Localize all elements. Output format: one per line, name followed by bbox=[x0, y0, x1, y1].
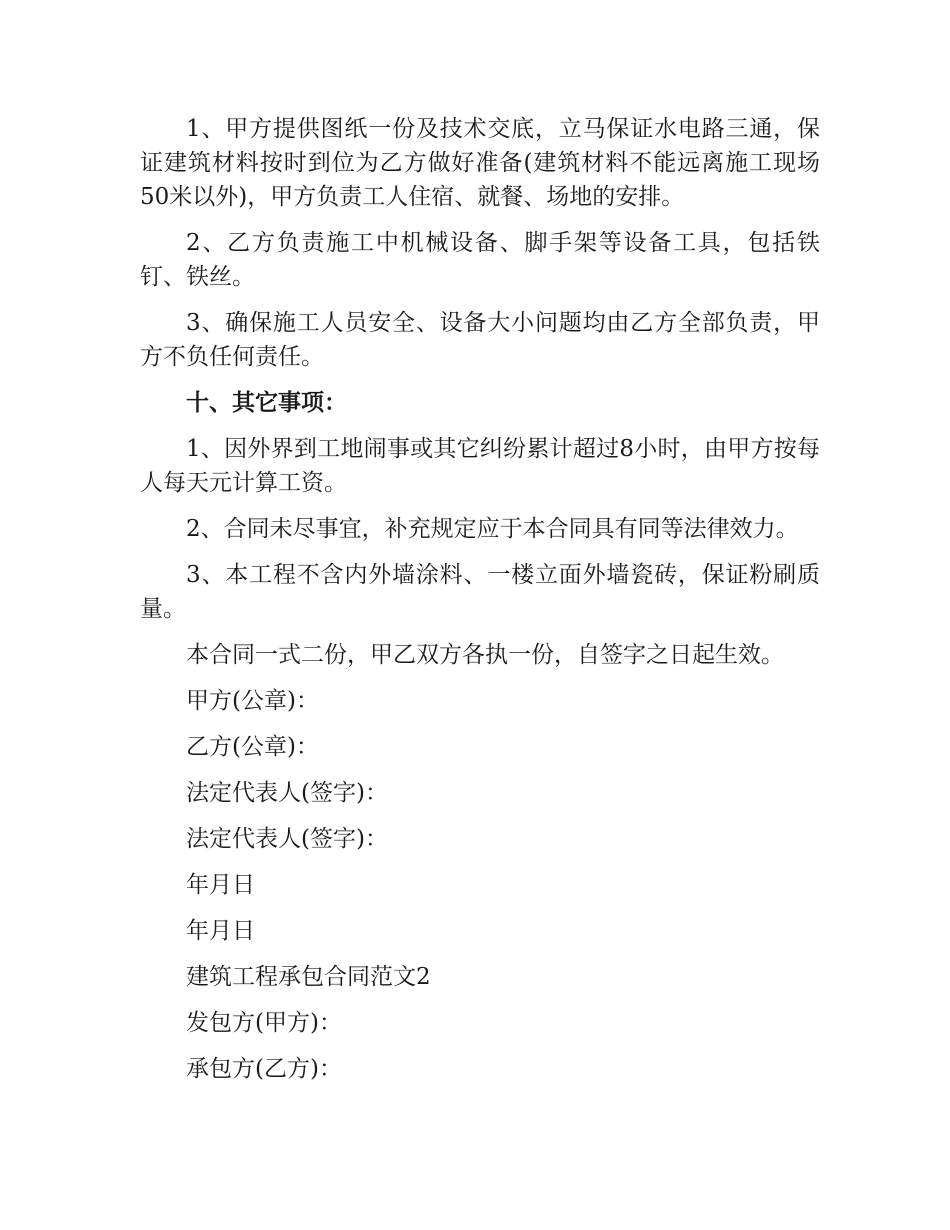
clause-paragraph: 3、本工程不含内外墙涂料、一楼立面外墙瓷砖，保证粉刷质量。 bbox=[140, 562, 820, 622]
clause-paragraph: 2、合同未尽事宜，补充规定应于本合同具有同等法律效力。 bbox=[186, 516, 799, 542]
signature-line: 乙方(公章)： bbox=[186, 734, 319, 760]
date-line: 年月日 bbox=[186, 872, 255, 898]
date-line: 年月日 bbox=[186, 918, 255, 944]
clause-paragraph: 1、因外界到工地闹事或其它纠纷累计超过8小时，由甲方按每人每天元计算工资。 bbox=[140, 436, 820, 496]
clause-paragraph: 2、乙方负责施工中机械设备、脚手架等设备工具，包括铁钉、铁丝。 bbox=[140, 230, 820, 290]
party-line: 发包方(甲方)： bbox=[186, 1010, 342, 1036]
clause-paragraph: 1、甲方提供图纸一份及技术交底，立马保证水电路三通，保证建筑材料按时到位为乙方做好准备(建筑材料不能远离施工现场50米以外)，甲方负责工人住宿、就餐、场地的安排。 bbox=[140, 116, 820, 210]
document-body bbox=[140, 112, 820, 1098]
party-line: 承包方(乙方)： bbox=[186, 1056, 342, 1082]
signature-line: 甲方(公章)： bbox=[186, 688, 319, 714]
signature-line: 法定代表人(签字)： bbox=[186, 826, 388, 852]
closing-statement: 本合同一式二份，甲乙双方各执一份，自签字之日起生效。 bbox=[186, 642, 784, 668]
document-title: 建筑工程承包合同范文2 bbox=[186, 964, 431, 990]
signature-line: 法定代表人(签字)： bbox=[186, 780, 388, 806]
clause-paragraph: 3、确保施工人员安全、设备大小问题均由乙方全部负责，甲方不负任何责任。 bbox=[140, 310, 820, 370]
section-heading: 十、其它事项： bbox=[186, 389, 347, 416]
